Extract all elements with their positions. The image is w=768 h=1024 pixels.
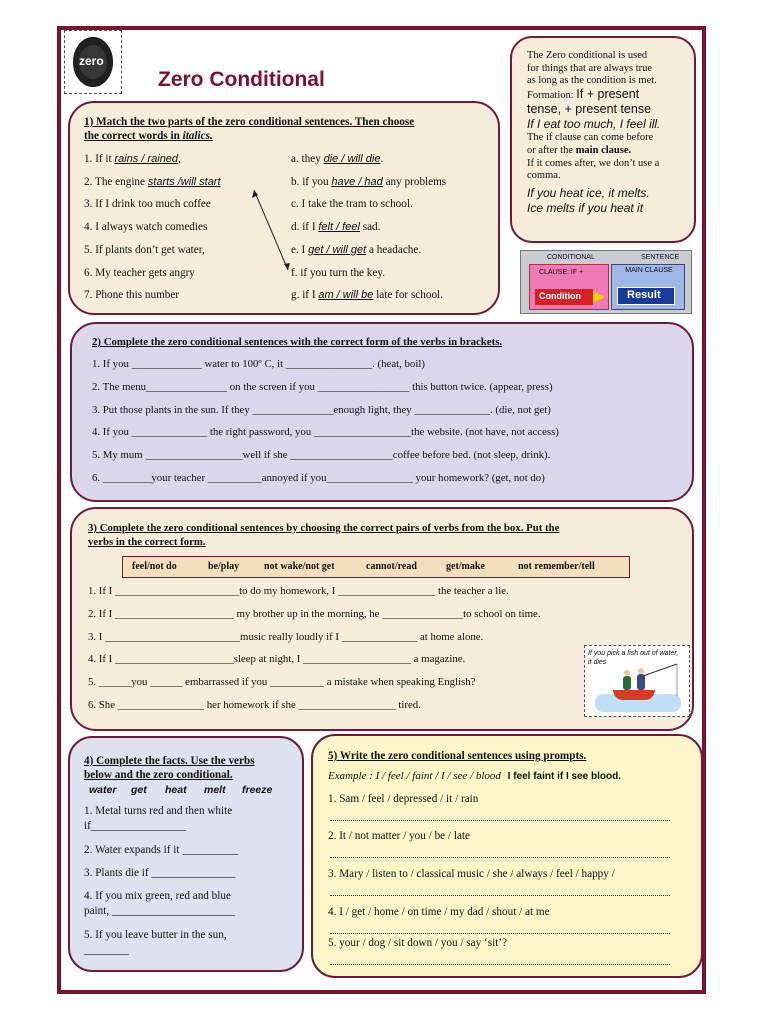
ex1-item-text-end: ,	[178, 153, 181, 165]
ex5-prompt: 1. Sam / feel / depressed / it / rain	[328, 793, 479, 805]
ex1-item-text: b. if you	[291, 175, 332, 188]
ex1-item-text: 7. Phone this number	[84, 289, 180, 302]
ex1-item-options: die / will die	[323, 153, 381, 165]
ex2-sentence: 3. Put those plants in the sun. If they _______________enough light, they ______________. (die, not get)	[92, 403, 551, 416]
word-box-item: be/play	[208, 561, 240, 572]
ex1-item-text-end: a headache.	[366, 243, 422, 256]
ex1-item	[84, 289, 179, 301]
ex3-instruction: 3) Complete the zero conditional sentences by choosing the correct pairs of verbs from the box. Put the verbs in the correct form.	[88, 522, 560, 548]
ex2-sentence: 6. _________your teacher __________annoyed if you________________ your homework? (get, not do)	[92, 472, 545, 484]
ex1-item-text-end: .	[380, 153, 384, 165]
word-box-item: not remember/tell	[518, 561, 595, 572]
word-box-item: get/make	[446, 561, 485, 572]
ex1-item	[291, 244, 421, 256]
ex3-sentence: 1. If I _______________________to do my homework, I __________________ the teacher a lie.	[88, 585, 509, 597]
ex1-item-text-end: any problems	[382, 175, 447, 188]
ex2-sentence: 2. The menu_______________ on the screen if you _________________ this button twice. (appear, press)	[92, 380, 553, 393]
answer-line[interactable]	[330, 933, 670, 934]
ex4-item-line: 5. If you leave butter in the sun,	[84, 929, 227, 941]
ex4-item	[84, 928, 227, 958]
ex1-item	[291, 176, 446, 188]
ex1-item-text: a. they	[291, 153, 324, 165]
ex4-instruction: 4) Complete the facts. Use the verbs below and the zero conditional.	[84, 755, 255, 781]
ex1-item	[84, 153, 181, 165]
fishing-picture: If you pick a fish out of water, it dies	[584, 645, 690, 717]
answer-line[interactable]	[330, 820, 670, 821]
ex4-item-line: 2. Water expands if it __________	[84, 844, 239, 856]
ex1-item-text: e. I	[291, 243, 309, 256]
ex1-item-options: felt / feel	[318, 221, 360, 234]
ex4-verb: melt	[204, 784, 226, 796]
ex1-item	[84, 198, 211, 210]
ex4-item-line: 4. If you mix green, red and blue	[84, 890, 231, 902]
ex1-item	[84, 221, 207, 233]
ex1-item-options: starts /will start	[147, 175, 221, 188]
page-title: Zero Conditional	[158, 68, 325, 91]
word-box-item: feel/not do	[132, 561, 177, 572]
ex2-sentence: 1. If you _____________ water to 100º C, it ________________. (heat, boil)	[92, 358, 425, 370]
ex5-prompt: 4. I / get / home / on time / my dad / shout / at me	[328, 906, 550, 918]
ex1-item	[84, 176, 221, 188]
match-arrow	[240, 180, 300, 280]
answer-line[interactable]	[330, 895, 670, 896]
ex1-item-text: 6. My teacher gets angry	[84, 266, 195, 279]
ex5-prompt: 5. your / dog / sit down / you / say ‘sit’?	[328, 937, 507, 949]
ex1-item-text-end: sad.	[359, 221, 381, 234]
ex4-verb: freeze	[242, 784, 273, 796]
answer-line[interactable]	[330, 857, 670, 858]
ex1-item-text: c. I take the tram to school.	[291, 198, 413, 211]
ex4-item-line: 1. Metal turns red and then white	[84, 805, 233, 817]
ex4-item-line: paint, ______________________	[84, 905, 236, 917]
ex1-item-options: rains / rained	[114, 153, 179, 165]
ex1-item-text: 2. The engine	[84, 175, 148, 188]
ex2-instruction: 2) Complete the zero conditional sentences with the correct form of the verbs in brackets.	[92, 336, 503, 348]
ex5-instruction: 5) Write the zero conditional sentences using prompts.	[328, 750, 587, 762]
ex4-verb: get	[131, 784, 147, 796]
ex1-item	[84, 267, 195, 279]
ex4-item-line: 3. Plants die if _______________	[84, 867, 236, 879]
ex4-item-line: ________	[84, 944, 129, 956]
ex4-item	[84, 843, 238, 858]
ex1-item-text-end: late for school.	[373, 289, 443, 302]
ex1-item	[291, 267, 385, 279]
word-box-item: not wake/not get	[264, 561, 335, 572]
ex4-verb: water	[89, 784, 117, 796]
ex1-item-text: g. if I	[291, 289, 319, 302]
ex1-item-text: f. if you turn the key.	[291, 266, 386, 279]
zero-logo	[64, 30, 122, 94]
ex1-instruction: 1) Match the two parts of the zero conditional sentences. Then choose the correct words in italics.	[84, 116, 415, 142]
ex3-sentence: 5. ______you ______ embarrassed if you __________ a mistake when speaking English?	[88, 676, 476, 689]
ex1-item-options: am / will be	[318, 289, 374, 302]
ex1-item-text: 3. If I drink too much coffee	[84, 198, 211, 211]
info-text: The Zero conditional is used for things that are always true as long as the condition is met. Formation: If + present tense, + present tense If I eat too much, I feel ill. The if clause can come before or after the main clause. If it comes after, we don’t use a comma. If you heat ice, it melts. Ice melts if you heat it	[527, 50, 661, 215]
ex1-item-text: 5. If plants don’t get water,	[84, 243, 205, 256]
ex3-sentence: 3. I _________________________music really loudly if I ______________ at home alone.	[88, 630, 484, 643]
ex3-sentence: 6. She ________________ her homework if she __________________ tired.	[88, 699, 421, 711]
ex4-item	[84, 804, 232, 834]
condition-label: Condition	[539, 291, 581, 301]
word-box-item: cannot/read	[366, 561, 417, 572]
ex1-item-text: 4. I always watch comedies	[84, 221, 208, 234]
ex1-item-options: have / had	[331, 175, 383, 188]
ex1-item-text: d. if I	[291, 221, 319, 234]
result-label: Result	[627, 289, 661, 301]
ex3-sentence: 4. If I ______________________sleep at night, I ____________________ a magazine.	[88, 653, 466, 666]
ex4-item	[84, 866, 235, 881]
ex2-sentence: 5. My mum __________________well if she ___________________coffee before bed. (not sleep, drink).	[92, 449, 551, 462]
ex4-item	[84, 889, 235, 919]
ex4-verb: heat	[165, 784, 187, 796]
logo-text: zero	[79, 54, 104, 68]
ex1-item-options: get / will get	[308, 243, 367, 256]
ex1-item	[84, 244, 205, 256]
ex4-item-line: if_________________	[84, 820, 186, 832]
ex5-prompt: 2. It / not matter / you / be / late	[328, 830, 470, 842]
conditional-diagram: CONDITIONAL SENTENCE CLAUSE: IF + MAIN CLAUSE Condition Result	[520, 250, 692, 314]
ex3-sentence: 2. If I ______________________ my brother up in the morning, he _______________to school on time.	[88, 607, 541, 620]
ex1-item	[291, 198, 413, 210]
ex5-prompt: 3. Mary / listen to / classical music / she / always / feel / happy /	[328, 868, 615, 880]
ex5-example: Example : I / feel / faint / I / see / blood I feel faint if I see blood.	[328, 770, 622, 782]
ex1-item	[291, 221, 380, 233]
ex2-sentence: 4. If you ______________ the right password, you __________________the website. (not have, not access)	[92, 426, 559, 439]
ex1-item	[291, 153, 383, 165]
ex1-item-text: 1. If it	[84, 153, 115, 165]
ex1-item	[291, 289, 443, 301]
answer-line[interactable]	[330, 964, 670, 965]
